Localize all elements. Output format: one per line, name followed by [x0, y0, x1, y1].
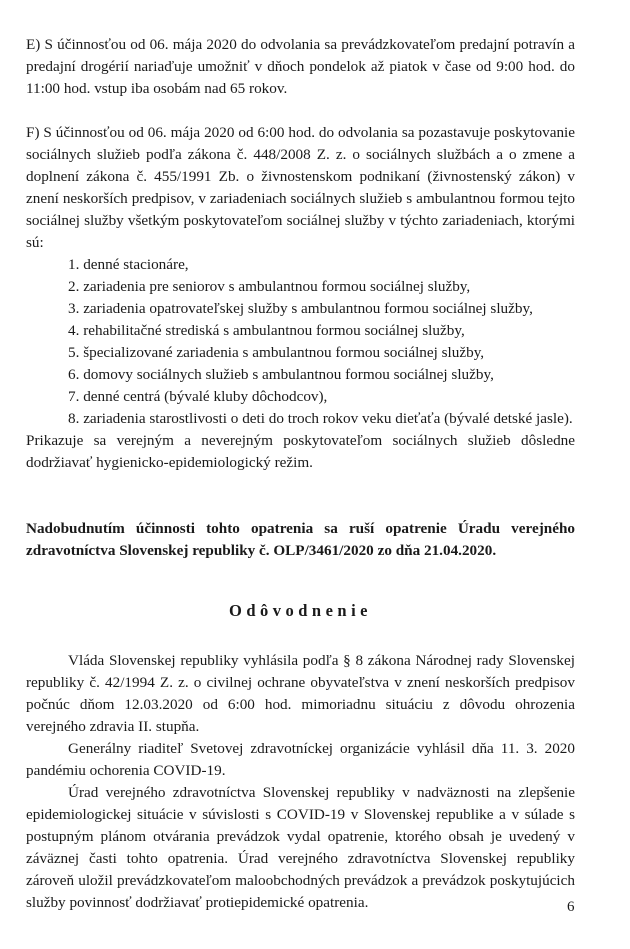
- list-item: 1. denné stacionáre,: [68, 256, 189, 273]
- list-item: 4. rehabilitačné strediská s ambulantnou formou sociálnej služby,: [68, 322, 465, 339]
- list-item: 6. domovy sociálnych služieb s ambulantnou formou sociálnej služby,: [68, 366, 494, 383]
- facility-list: [26, 254, 575, 430]
- paragraph-e: E) S účinnosťou od 06. mája 2020 do odvolania sa prevádzkovateľom predajní potravín a predajní drogérií nariaďuje umožniť v dňoch pondelok až piatok v čase od 9:00 hod. do 11:00 hod. vstup iba osobám nad 65 rokov.: [26, 36, 575, 97]
- document-page: [26, 34, 575, 914]
- page-number: 6: [567, 899, 575, 915]
- list-item: 5. špecializované zariadenia s ambulantnou formou sociálnej služby,: [68, 344, 485, 361]
- list-item: 7. denné centrá (bývalé kluby dôchodcov),: [68, 388, 328, 405]
- list-item: 8. zariadenia starostlivosti o deti do troch rokov veku dieťaťa (bývalé detské jasle).: [68, 410, 573, 427]
- reasoning-paragraph-1: Vláda Slovenskej republiky vyhlásila podľa § 8 zákona Národnej rady Slovenskej republiky č. 42/1994 Z. z. o civilnej ochrane obyvateľstva v znení neskorších predpisov počnúc dňom 12.03.2020 od 6:00 hod. mimoriadnu situáciu z dôvodu ohrozenia verejného zdravia II. stupňa.: [26, 652, 575, 735]
- section-heading: Odôvodnenie: [228, 601, 373, 620]
- paragraph-f: F) S účinnosťou od 06. mája 2020 od 6:00 hod. do odvolania sa pozastavuje poskytovanie sociálnych služieb podľa zákona č. 448/2008 Z. z. o sociálnych službách a o zmene a doplnení zákona č. 455/1991 Zb. o živnostenskom podnikaní (živnostenský zákon) v znení neskorších predpisov, v zariadeniach sociálnych služieb s ambulantnou formou tejto sociálnej služby všetkým poskytovateľom sociálnej služby v týchto zariadeniach, ktorými sú:: [26, 124, 575, 251]
- reasoning-paragraph-3: Úrad verejného zdravotníctva Slovenskej republiky v nadväznosti na zlepšenie epidemiologickej situácie v súvislosti s COVID-19 v Slovenskej republike a v súlade s postupným plánom otvárania prevádzok vydal opatrenie, ktorého obsah je uvedený v záväznej časti tohto opatrenia. Úrad verejného zdravotníctva Slovenskej republiky zároveň uložil prevádzkovateľom maloobchodných prevádzok a prevádzok poskytujúcich služby povinnosť dodržiavať protiepidemické opatrenia.: [26, 784, 575, 911]
- list-item: 3. zariadenia opatrovateľskej služby s ambulantnou formou sociálnej služby,: [68, 300, 533, 317]
- cancellation-notice: Nadobudnutím účinnosti tohto opatrenia sa ruší opatrenie Úradu verejného zdravotníctva Slovenskej republiky č. OLP/3461/2020 zo dňa 21.04.2020.: [26, 520, 575, 559]
- list-item: 2. zariadenia pre seniorov s ambulantnou formou sociálnej služby,: [68, 278, 471, 295]
- reasoning-paragraph-2: Generálny riaditeľ Svetovej zdravotníckej organizácie vyhlásil dňa 11. 3. 2020 pandémiu ochorenia COVID-19.: [26, 740, 575, 779]
- paragraph-order: Prikazuje sa verejným a neverejným poskytovateľom sociálnych služieb dôsledne dodržiavať hygienicko-epidemiologický režim.: [26, 432, 575, 471]
